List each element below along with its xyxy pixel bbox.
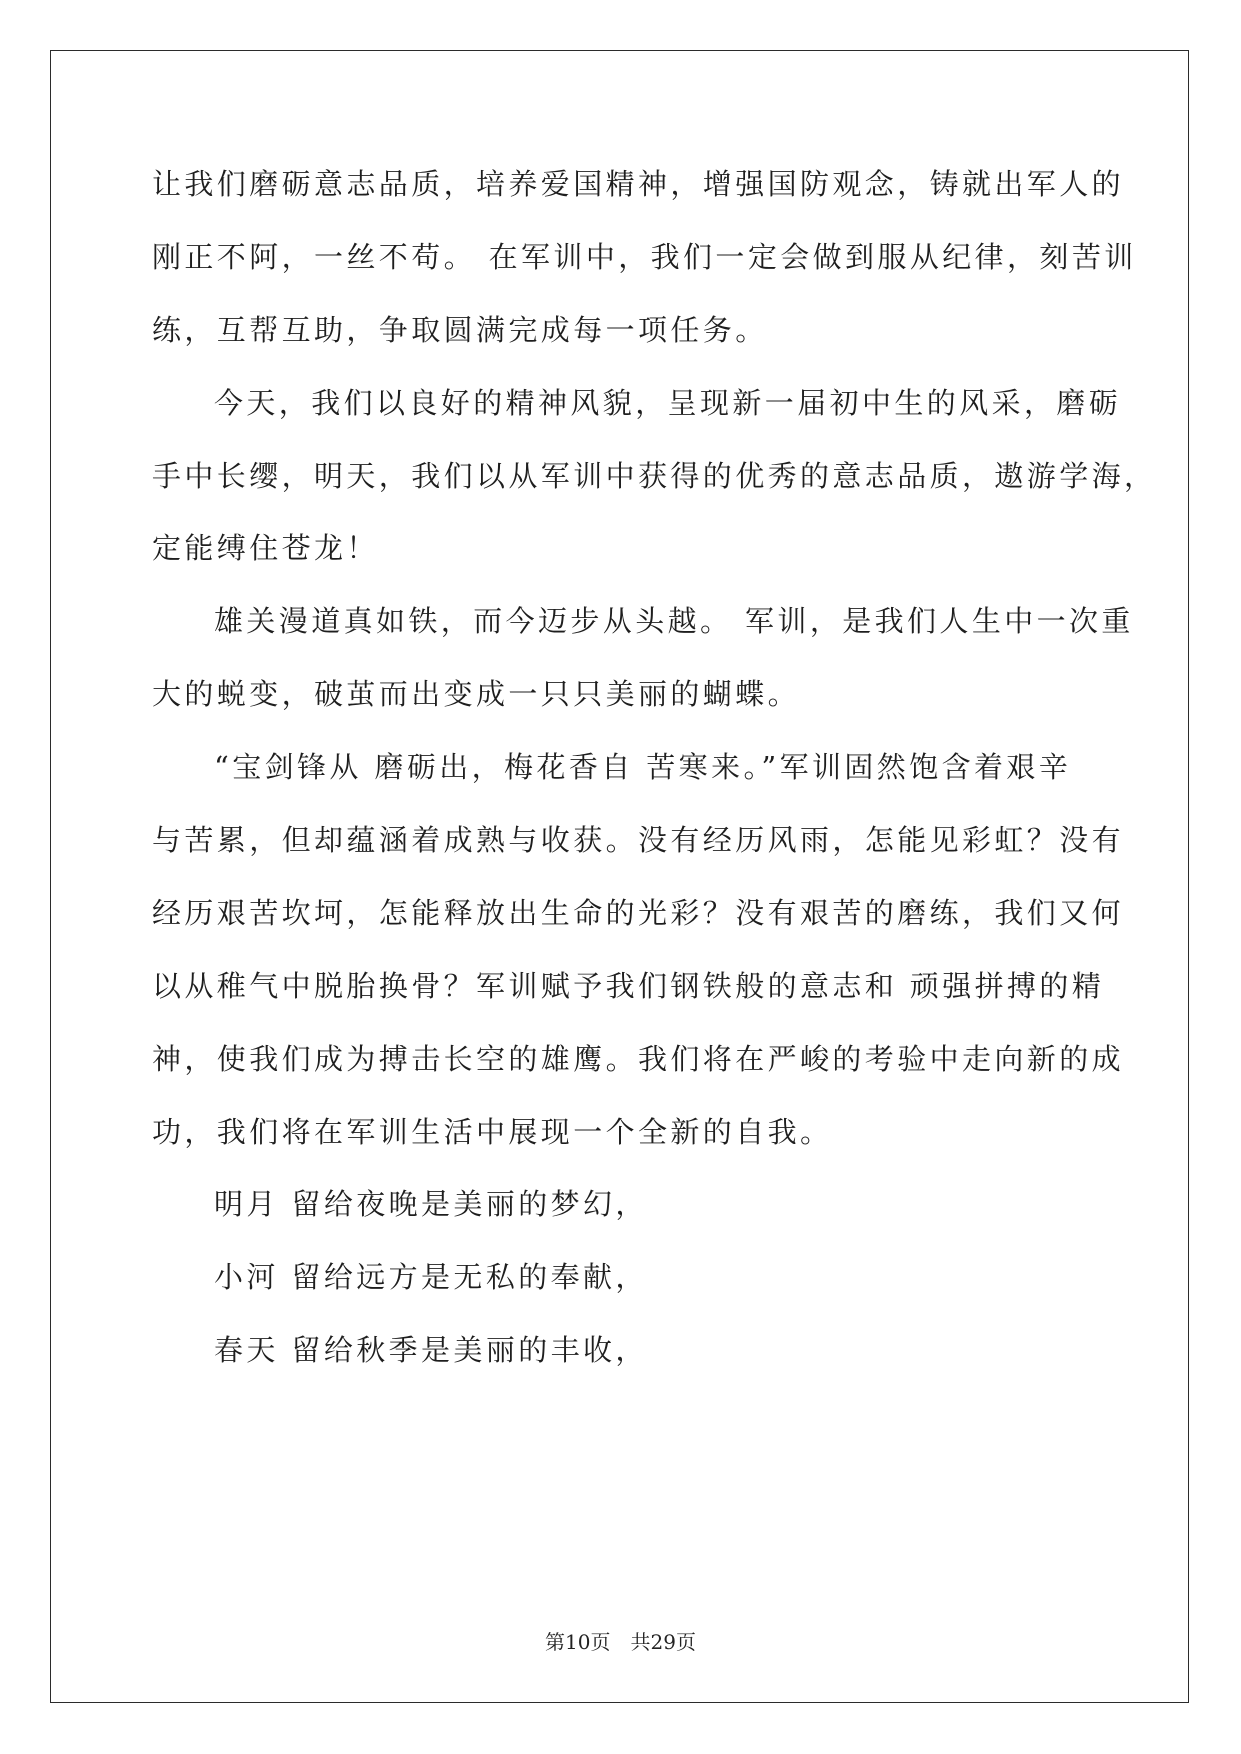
text-line: 定能缚住苍龙！ xyxy=(152,531,379,566)
text-line: 与苦累，但却蕴涵着成熟与收获。没有经历风雨，怎能见彩虹？没有 xyxy=(152,823,1125,858)
text-line: 练，互帮互助，争取圆满完成每一项任务。 xyxy=(152,312,768,347)
document-body xyxy=(152,164,1157,1403)
text-line: 经历艰苦坎坷，怎能释放出生命的光彩？没有艰苦的磨练，我们又何 xyxy=(152,895,1125,930)
text-line: 大的蜕变，破茧而出变成一只只美丽的蝴蝶。 xyxy=(152,677,801,712)
text-line: 让我们磨砺意志品质，培养爱国精神，增强国防观念，铸就出军人的 xyxy=(152,167,1125,201)
text-line: 手中长缨，明天，我们以从军训中获得的优秀的意志品质，遨游学海， xyxy=(152,458,1157,493)
text-line: 春天 留给秋季是美丽的丰收， xyxy=(214,1333,648,1368)
text-line: 今天，我们以良好的精神风貌，呈现新一届初中生的风采，磨砺 xyxy=(214,385,1122,420)
text-line: 小河 留给远方是无私的奉献， xyxy=(214,1260,648,1295)
page-number: 第10页 共29页 xyxy=(545,1630,696,1654)
text-line: 以从稚气中脱胎换骨？军训赋予我们钢铁般的意志和 顽强拼搏的精 xyxy=(152,968,1105,1003)
text-line: 功，我们将在军训生活中展现一个全新的自我。 xyxy=(152,1114,833,1149)
text-line: 刚正不阿，一丝不苟。 在军训中，我们一定会做到服从纪律，刻苦训 xyxy=(152,239,1137,274)
text-line: 神，使我们成为搏击长空的雄鹰。我们将在严峻的考验中走向新的成 xyxy=(152,1041,1125,1076)
text-line: “宝剑锋从 磨砺出，梅花香自 苦寒来。”军训固然饱含着艰辛 xyxy=(214,750,1072,785)
text-line: 明月 留给夜晚是美丽的梦幻， xyxy=(214,1187,648,1222)
text-line: 雄关漫道真如铁，而今迈步从头越。 军训，是我们人生中一次重 xyxy=(214,604,1134,639)
